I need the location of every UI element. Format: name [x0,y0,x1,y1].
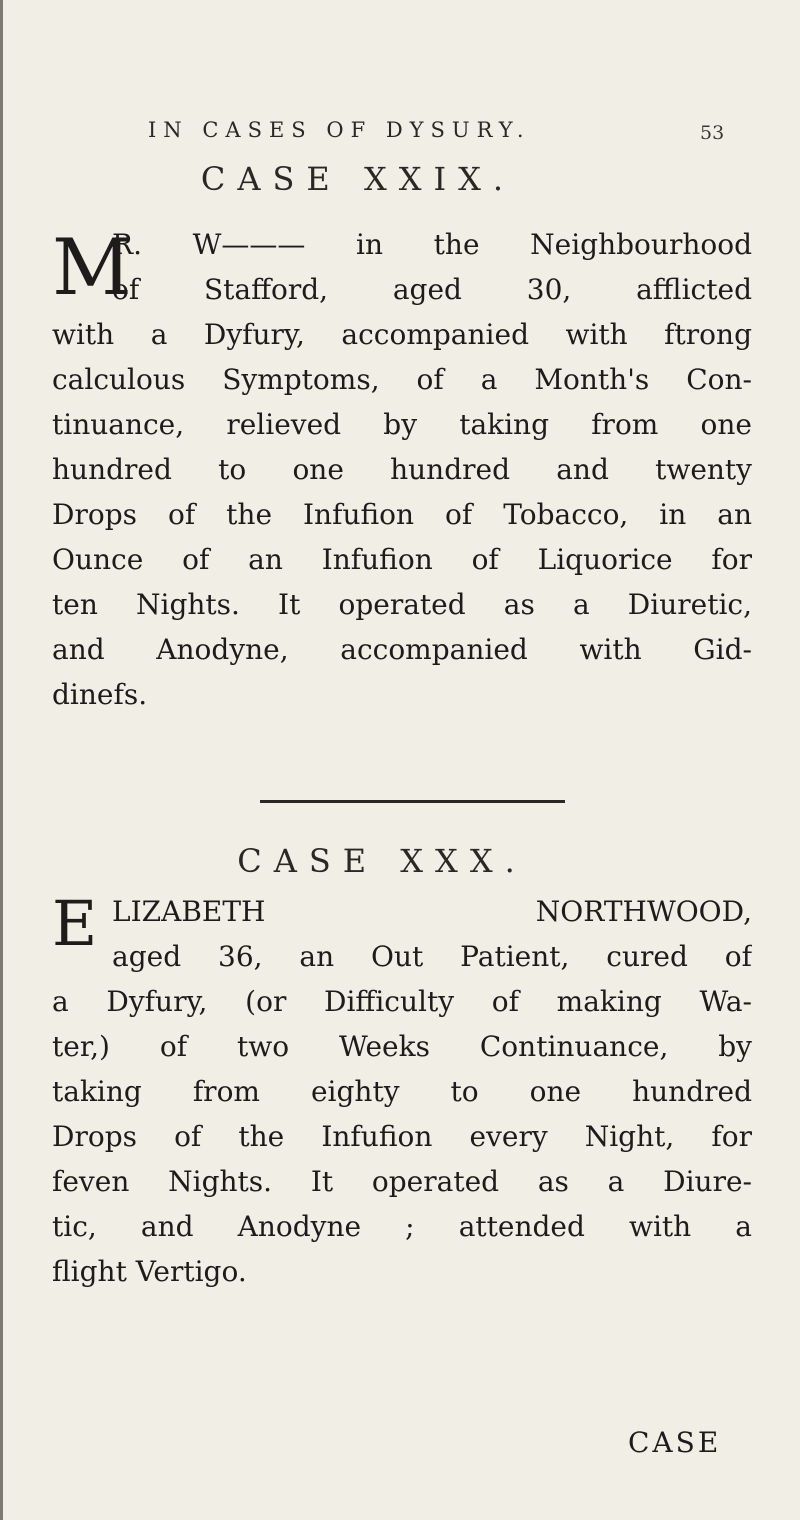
case-30-heading: CASE XXX. [237,842,527,880]
text-line: dinefs. [52,678,148,711]
text-line: ter,) of two Weeks Continuance, by [52,1030,752,1063]
section-divider-rule [260,800,565,803]
text-line: Drops of the Infufion of Tobacco, in an [52,498,752,531]
page-edge [0,0,3,1520]
text-line: a Dyfury, (or Difficulty of making Wa- [52,985,752,1018]
case-30-drop-cap: E [52,887,98,960]
case-29-heading: CASE XXIX. [200,160,516,198]
text-line: hundred to one hundred and twenty [52,453,752,486]
text-line: taking from eighty to one hundred [52,1075,752,1108]
case-29-drop-cap: M [52,223,132,313]
case-29-paragraph [52,222,752,717]
text-line: LIZABETH NORTHWOOD, [112,895,752,928]
text-line: ten Nights. It operated as a Diuretic, [52,588,752,621]
text-line: and Anodyne, accompanied with Gid- [52,633,752,666]
case-30-paragraph [52,889,752,1294]
running-head-title: IN CASES OF DYSURY. [148,118,531,142]
text-line: aged 36, an Out Patient, cured of [112,940,752,973]
running-head [0,118,800,148]
text-line: Drops of the Infufion every Night, for [52,1120,752,1153]
text-line: flight Vertigo. [52,1255,247,1288]
text-line: tinuance, relieved by taking from one [52,408,752,441]
page-number: 53 [700,122,725,144]
catchword: CASE [628,1426,722,1459]
text-line: Ounce of an Infufion of Liquorice for [52,543,752,576]
text-line: of Stafford, aged 30, afflicted [112,273,752,306]
text-line: R. W——— in the Neighbourhood [112,228,752,261]
text-line: tic, and Anodyne ; attended with a [52,1210,752,1243]
text-line: feven Nights. It operated as a Diure- [52,1165,752,1198]
text-line: calculous Symptoms, of a Month's Con- [52,363,752,396]
text-line: with a Dyfury, accompanied with ftrong [52,318,752,351]
